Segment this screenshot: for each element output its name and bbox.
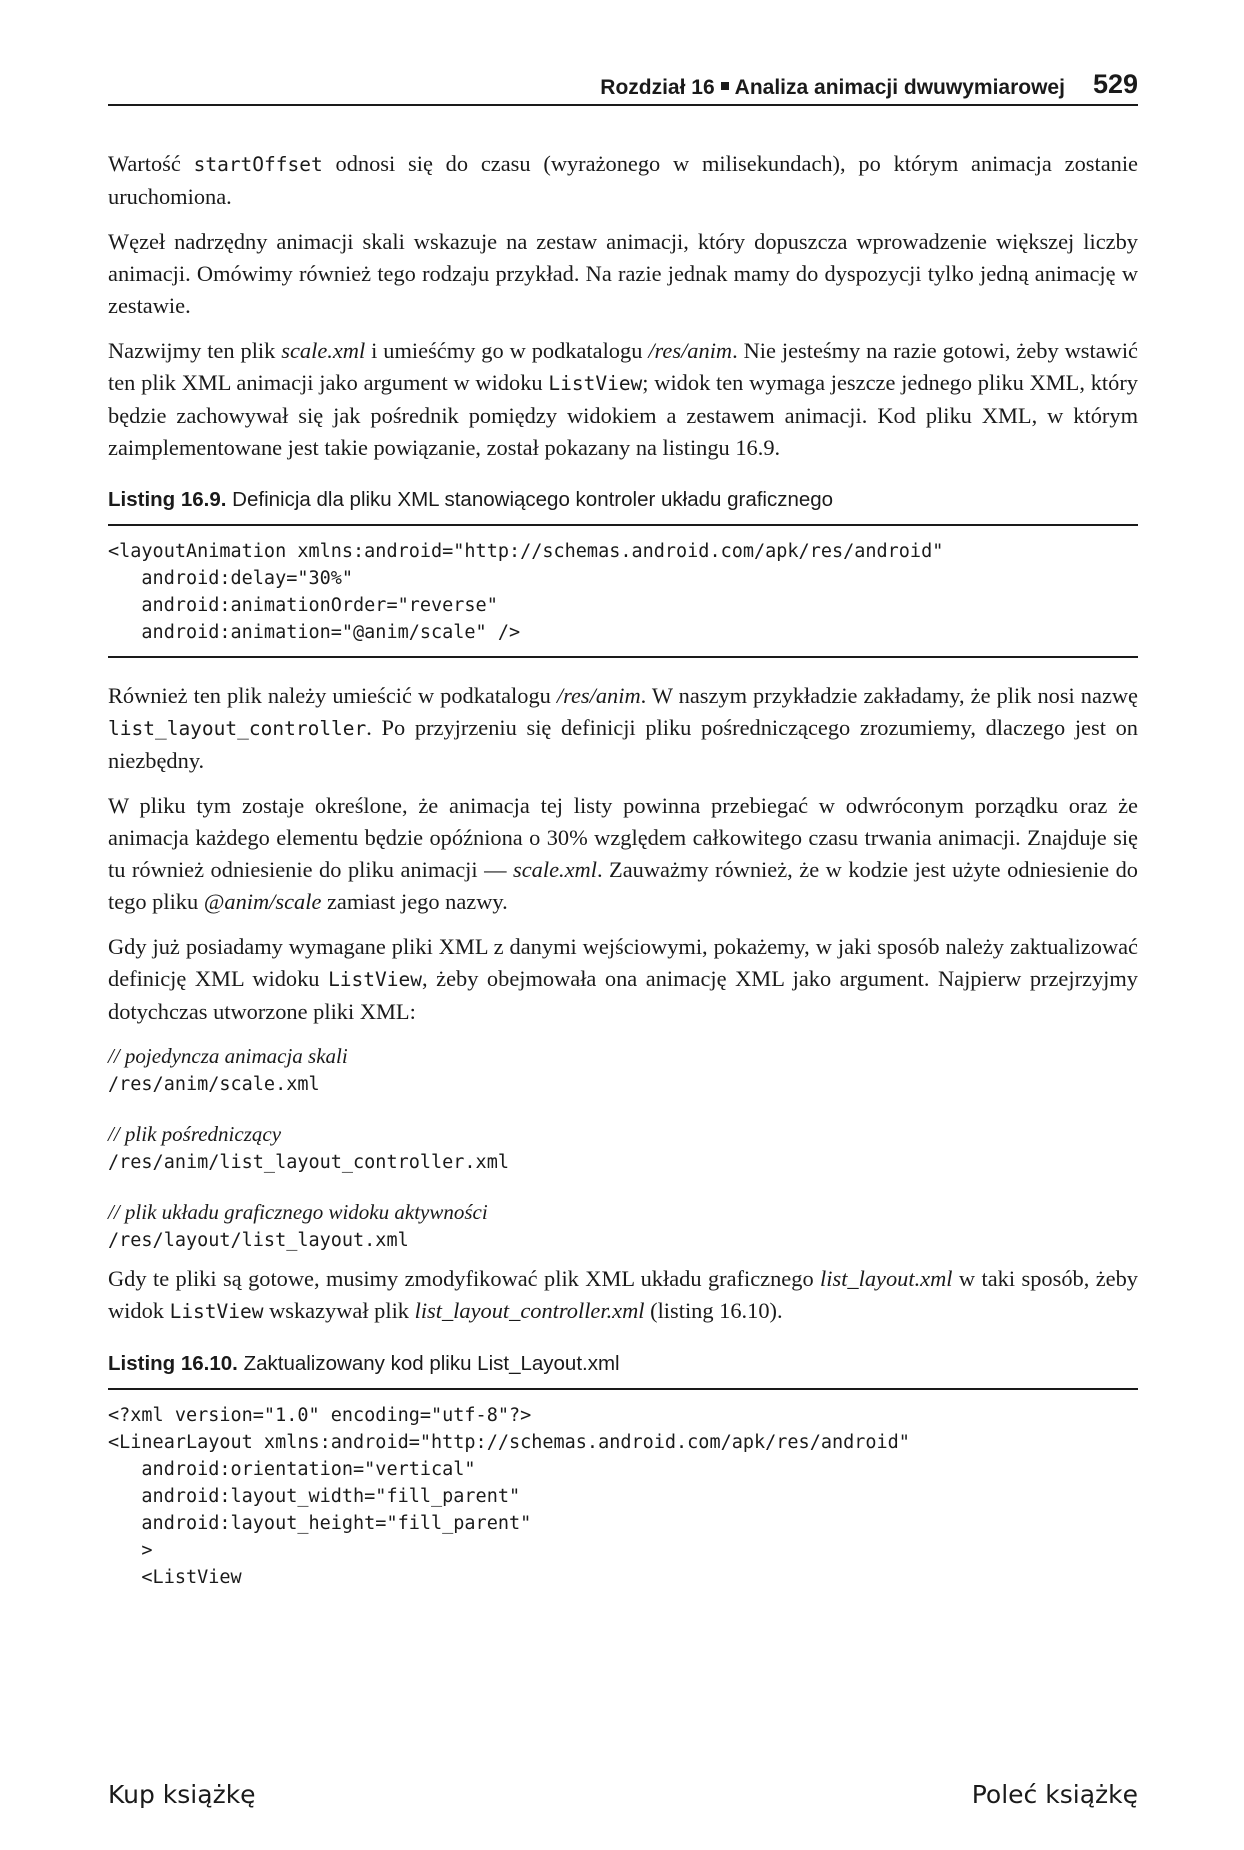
text: . Zauważmy również, że w kodzie jest użyte odniesienie do tego pliku bbox=[108, 857, 1138, 914]
file-entry bbox=[108, 1197, 1138, 1255]
text: odnosi się do czasu (wyrażonego w milisekundach), po którym animacja zostanie uruchomiona. bbox=[108, 151, 1138, 209]
listing-label: Listing 16.9. bbox=[108, 488, 227, 511]
italic-text: /res/anim bbox=[556, 683, 641, 708]
chapter-header bbox=[600, 76, 1065, 100]
text: zamiast jego nazwy. bbox=[321, 889, 508, 914]
text: wskazywał plik bbox=[263, 1298, 415, 1323]
listing-label: Listing 16.10. bbox=[108, 1352, 238, 1375]
text: w taki sposób, żeby widok bbox=[108, 1266, 1138, 1323]
file-path: /res/layout/list_layout.xml bbox=[108, 1230, 409, 1251]
text: . Po przyjrzeniu się definicji pliku pośredniczącego zrozumiemy, dlaczego jest on niezbędny. bbox=[108, 715, 1138, 773]
text: Gdy już posiadamy wymagane pliki XML z danymi wejściowymi, pokażemy, w jaki sposób należy zaktualizować definicję XML widoku bbox=[108, 934, 1138, 991]
paragraph-5 bbox=[108, 790, 1138, 918]
text: , żeby obejmowała ona animację XML jako argument. Najpierw przejrzyjmy dotychczas utworzone pliki XML: bbox=[108, 966, 1138, 1024]
italic-text: scale.xml bbox=[513, 857, 597, 882]
italic-text: list_layout.xml bbox=[820, 1266, 953, 1291]
page-body bbox=[108, 148, 1138, 1601]
text: Nazwijmy ten plik bbox=[108, 338, 282, 363]
italic-text: scale.xml bbox=[281, 338, 366, 363]
text: Również ten plik należy umieścić w podkatalogu bbox=[108, 683, 557, 708]
code-listing: <?xml version="1.0" encoding="utf-8"?> <LinearLayout xmlns:android="http://schemas.android.com/apk/res/android" android:orientation="vertical" android:layout_width="fill_parent" android:layout_height="fill_parent" > <ListView bbox=[108, 1405, 910, 1588]
italic-text: list_layout_controller.xml bbox=[414, 1298, 645, 1323]
text: (listing 16.10). bbox=[644, 1298, 783, 1323]
listing-caption bbox=[108, 484, 1138, 526]
inline-code: ListView bbox=[548, 372, 643, 395]
paragraph-4 bbox=[108, 680, 1138, 777]
file-path: /res/anim/list_layout_controller.xml bbox=[108, 1152, 509, 1173]
paragraph-6 bbox=[108, 931, 1138, 1028]
text: W pliku tym zostaje określone, że animacja tej listy powinna przebiegać w odwróconym porządku oraz że animacja każdego elementu będzie opóźniona o 30% względem całkowitego czasu trwania animacji. Znajduje się tu również odniesienie do pliku animacji — bbox=[108, 793, 1138, 882]
file-entry bbox=[108, 1041, 1138, 1099]
chapter-title: Analiza animacji dwuwymiarowej bbox=[734, 76, 1065, 99]
inline-code: startOffset bbox=[193, 153, 323, 176]
text: . Nie jesteśmy na razie gotowi, żeby wstawić ten plik XML animacji jako argument w widoku bbox=[108, 338, 1138, 395]
paragraph-2: Węzeł nadrzędny animacji skali wskazuje na zestaw animacji, który dopuszcza wprowadzenie większej liczby animacji. Omówimy również tego rodzaju przykład. Na razie jednak mamy do dyspozycji tylko jedną animację w zestawie. bbox=[108, 229, 1138, 318]
page-footer bbox=[108, 1780, 1138, 1809]
listing-title: Definicja dla pliku XML stanowiącego kontroler układu graficznego bbox=[226, 488, 834, 511]
italic-text: @anim/scale bbox=[203, 889, 322, 914]
square-bullet-icon bbox=[721, 82, 729, 90]
text: . W naszym przykładzie zakładamy, że plik nosi nazwę bbox=[640, 683, 1138, 708]
file-path: /res/anim/scale.xml bbox=[108, 1074, 320, 1095]
file-comment: // pojedyncza animacja skali bbox=[108, 1044, 348, 1068]
file-comment: // plik układu graficznego widoku aktywności bbox=[108, 1200, 488, 1224]
listing-title: Zaktualizowany kod pliku List_Layout.xml bbox=[237, 1352, 620, 1375]
paragraph-7 bbox=[108, 1263, 1138, 1328]
file-comment: // plik pośredniczący bbox=[108, 1122, 282, 1146]
text: ; widok ten wymaga jeszcze jednego pliku XML, który będzie zachowywał się jak pośrednik pomiędzy widokiem a zestawem animacji. Kod pliku XML, w którym zaimplementowane jest takie powiązanie, został pokazany na listingu 16.9. bbox=[108, 370, 1138, 460]
text: Gdy te pliki są gotowe, musimy zmodyfikować plik XML układu graficznego bbox=[108, 1266, 821, 1291]
inline-code: list_layout_controller bbox=[108, 717, 367, 740]
page-number: 529 bbox=[1092, 69, 1138, 99]
buy-book-link[interactable]: Kup książkę bbox=[108, 1780, 256, 1809]
chapter-label: Rozdział 16 bbox=[600, 76, 715, 99]
text: i umieśćmy go w podkatalogu bbox=[365, 338, 649, 363]
inline-code: ListView bbox=[169, 1300, 264, 1323]
italic-text: /res/anim bbox=[648, 338, 733, 363]
running-header bbox=[108, 58, 1138, 106]
book-page bbox=[108, 0, 1138, 1850]
inline-code: ListView bbox=[328, 968, 422, 991]
file-entry bbox=[108, 1119, 1138, 1177]
text: Wartość bbox=[108, 151, 194, 176]
listing-caption bbox=[108, 1348, 1138, 1390]
paragraph-1 bbox=[108, 148, 1138, 213]
paragraph-3 bbox=[108, 335, 1138, 464]
recommend-book-link[interactable]: Poleć książkę bbox=[971, 1780, 1138, 1809]
code-listing: <layoutAnimation xmlns:android="http://schemas.android.com/apk/res/android" android:delay="30%" android:animationOrder="reverse" android:animation="@anim/scale" /> bbox=[108, 526, 1138, 658]
